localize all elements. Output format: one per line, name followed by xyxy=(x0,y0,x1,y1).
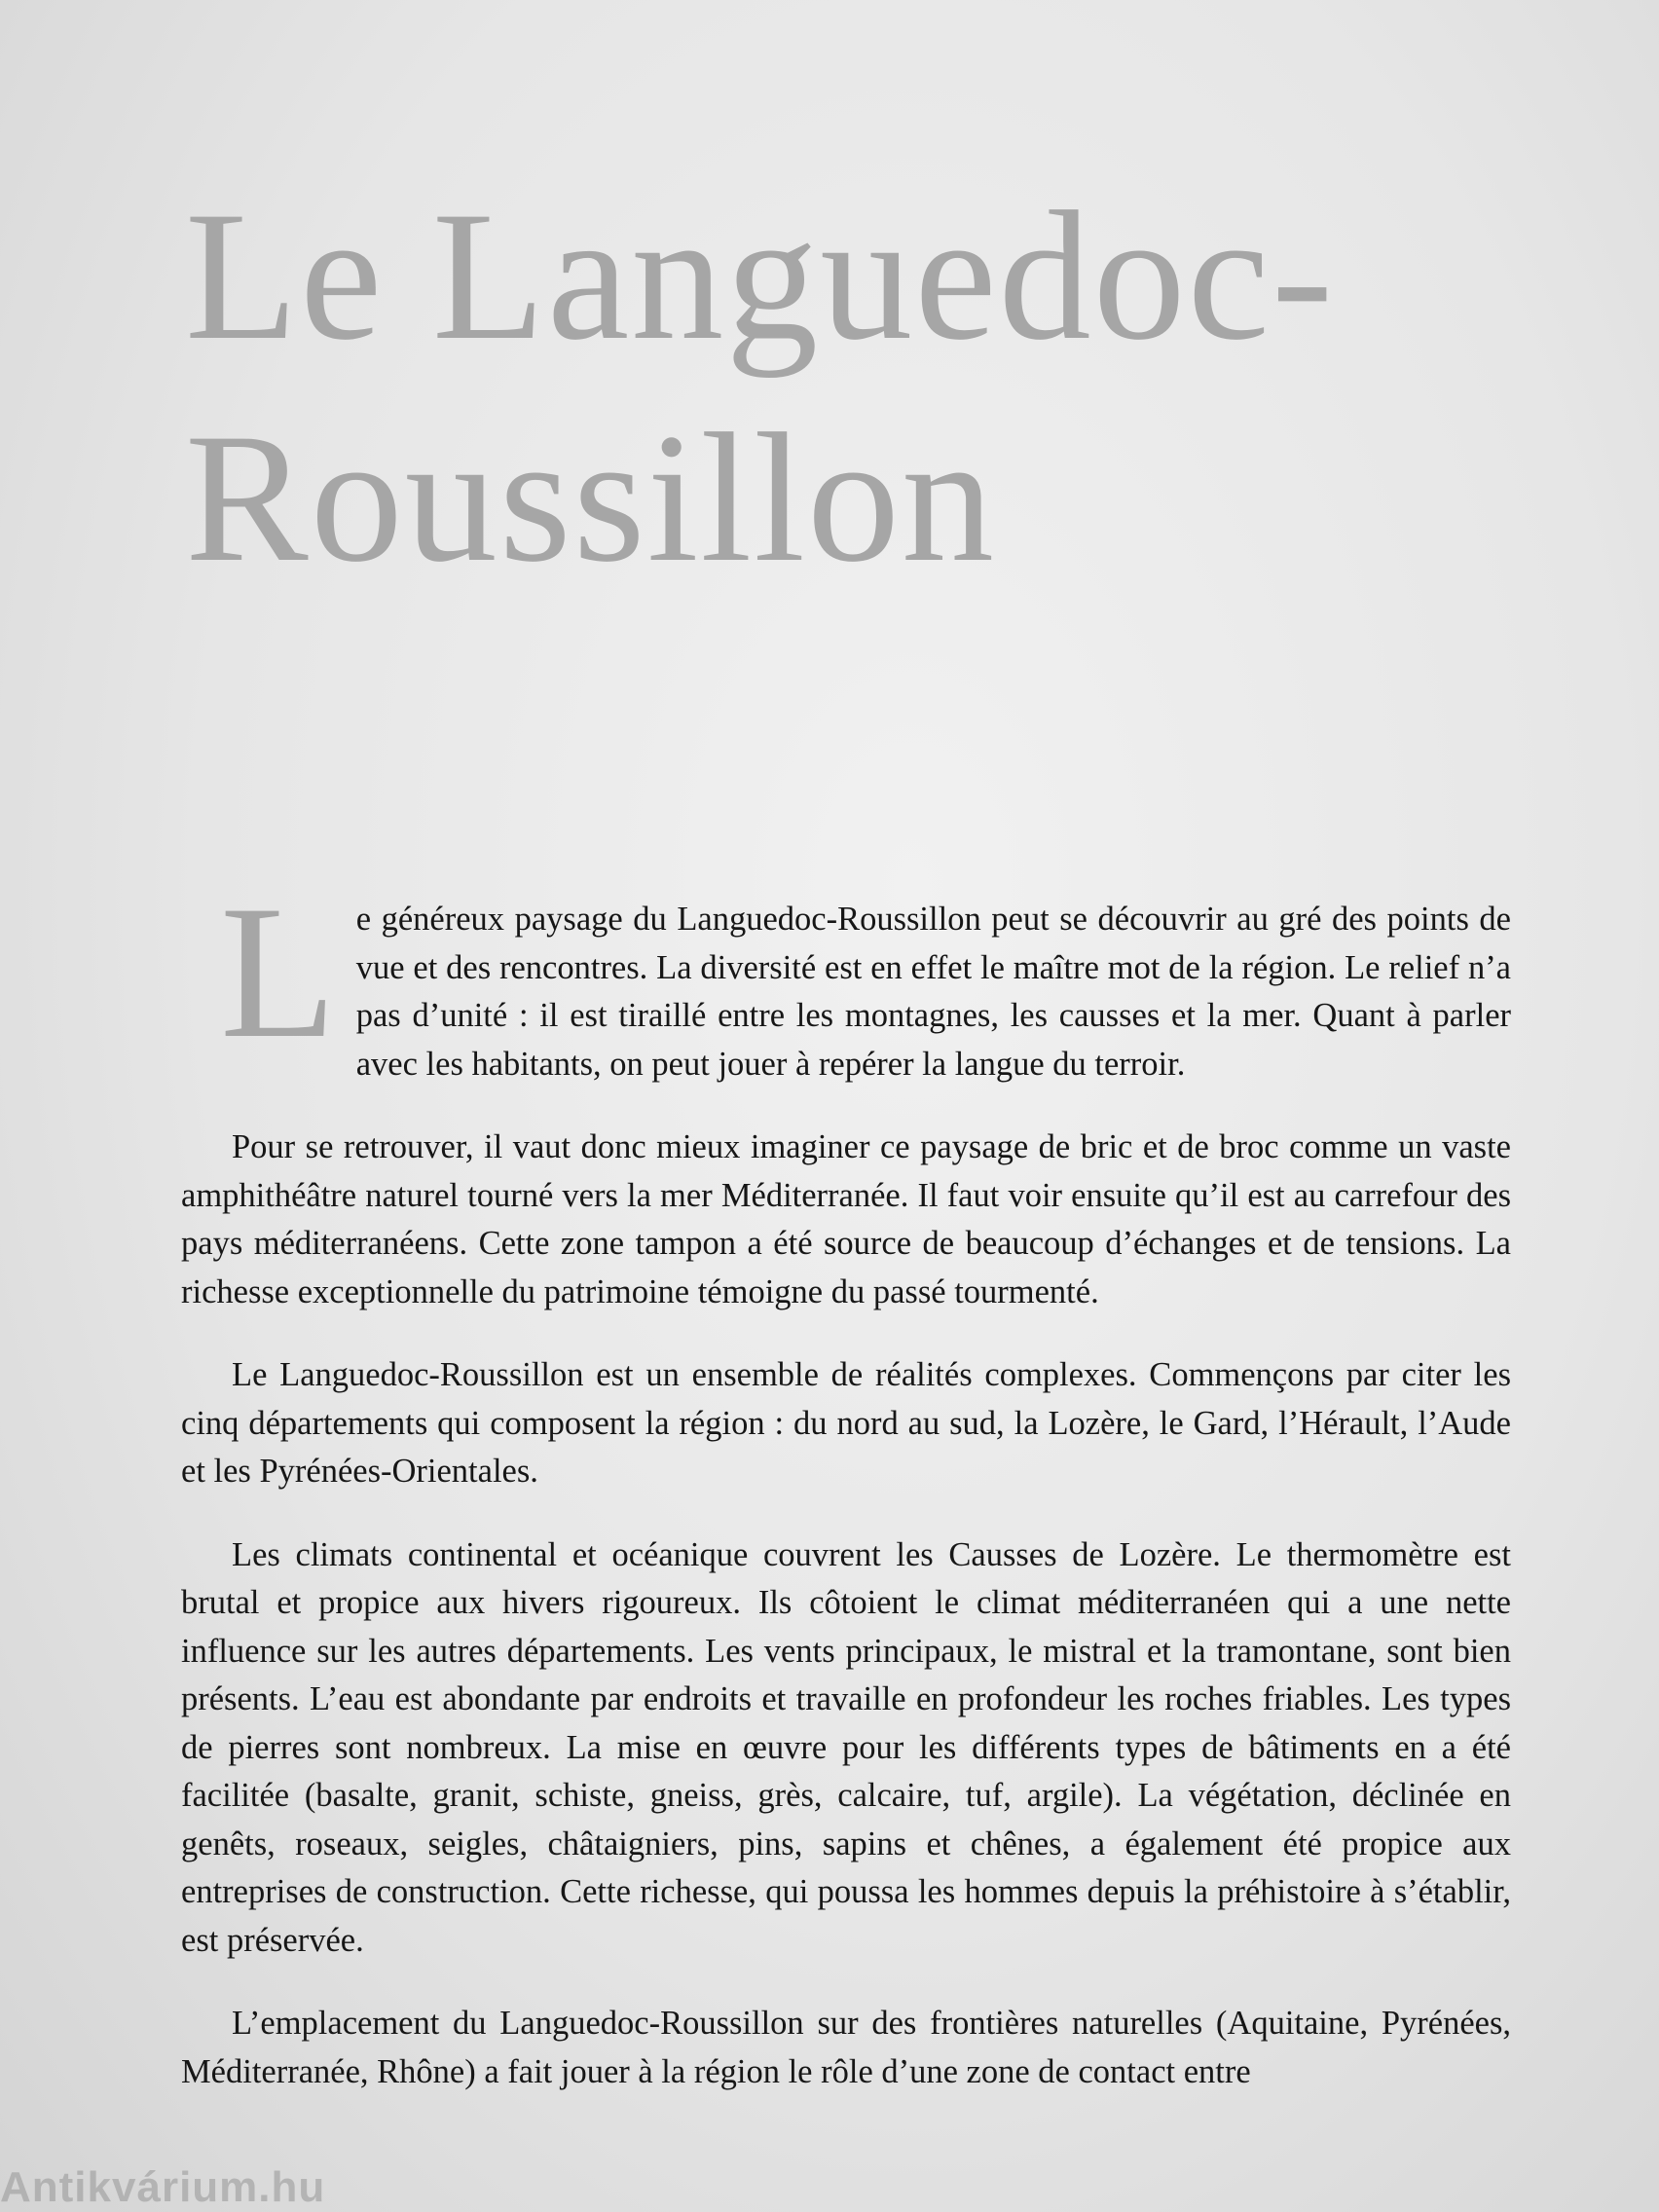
chapter-title-line-1: Le Languedoc- xyxy=(185,174,1336,379)
paragraph-3: Le Languedoc-Roussillon est un ensemble de réalités complexes. Commençons par citer les cinq départements qui composent la région : du nord au sud, la Lozère, le Gard, l’Hérault, l’Aude et les Pyrénées-Orientales. xyxy=(181,1356,1511,1490)
paragraph-2: Pour se retrouver, il vaut donc mieux imaginer ce paysage de bric et de broc comme un vaste amphithéâtre naturel tourné vers la mer Méditerranée. Il faut voir ensuite qu’il est au carrefour des pays méditerranéens. Cette zone tampon a été source de beaucoup d’échanges et de tensions. La richesse exceptionnelle du patrimoine témoigne du passé tourmenté. xyxy=(181,1128,1511,1310)
paragraph-4: Les climats continental et océanique couvrent les Causses de Lozère. Le thermomètre est brutal et propice aux hivers rigoureux. Ils côtoient le climat méditerranéen qui a une nette influence sur les autres départements. Les vents principaux, le mistral et la tramontane, sont bien présents. L’eau est abondante par endroits et travaille en profondeur les roches friables. Les types de pierres sont nombreux. La mise en œuvre pour les différents types de bâtiments en a été facilitée (basalte, granit, schiste, gneiss, grès, calcaire, tuf, argile). La végétation, déclinée en genêts, roseaux, seigles, châtaigniers, pins, sapins et chênes, a également été propice aux entreprises de construction. Cette richesse, qui poussa les hommes depuis la préhistoire à s’établir, est préservée. xyxy=(181,1535,1511,1959)
paragraph-1-text: e généreux paysage du Languedoc-Roussillon peut se découvrir au gré des points de vue et des rencontres. La diversité est en effet le maître mot de la région. Le relief n’a pas d’unité : il est tiraillé entre les montagnes, les causses et la mer. Quant à parler avec les habitants, on peut jouer à repérer la langue du terroir. xyxy=(355,901,1511,1083)
chapter-title-line-2: Roussillon xyxy=(185,396,996,601)
body-text xyxy=(181,866,1511,2131)
watermark: Antikvárium.hu xyxy=(0,2163,326,2211)
paragraph-1 xyxy=(181,866,1511,1088)
chapter-title xyxy=(185,166,1335,609)
paragraph-5: L’emplacement du Languedoc-Roussillon sur des frontières naturelles (Aquitaine, Pyrénées, Méditerranée, Rhône) a fait jouer à la région le rôle d’une zone de contact entre xyxy=(181,2005,1511,2090)
drop-cap: L xyxy=(220,866,337,1078)
